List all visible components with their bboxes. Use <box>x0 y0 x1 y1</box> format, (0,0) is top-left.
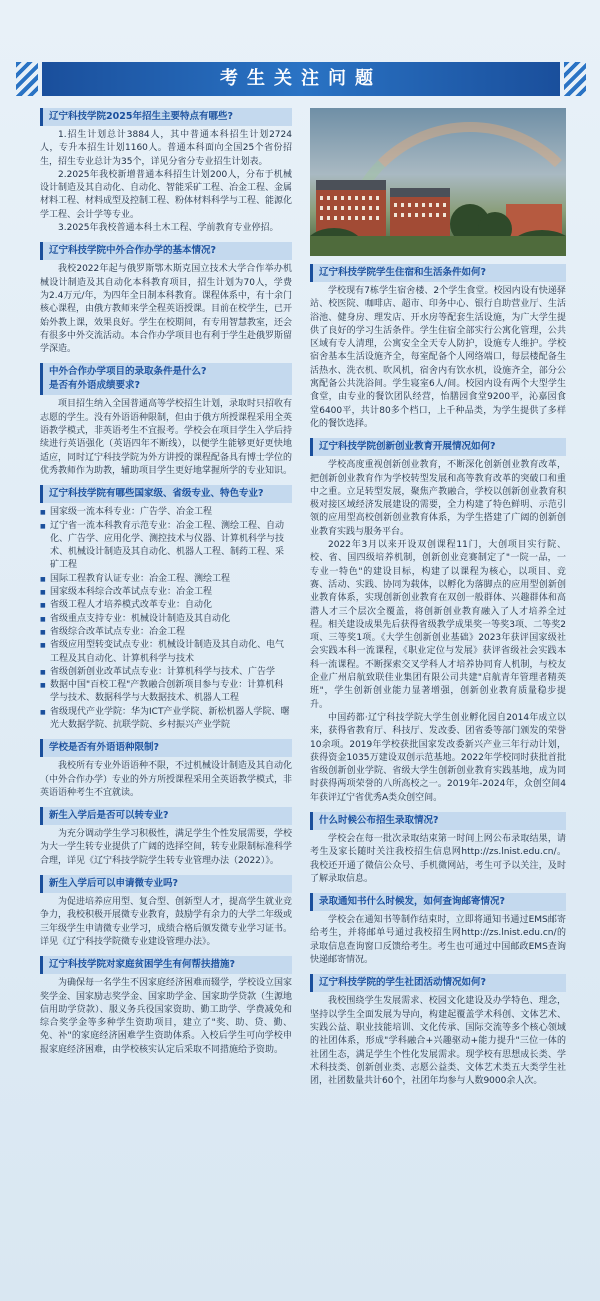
paragraph: 为充分调动学生学习积极性，满足学生个性发展需要，学校为大一学生转专业提供了广阔的选择空间，转专业限制标准科学合理，详见《辽宁科技学院学生转专业管理办法（2022）》。 <box>40 829 293 866</box>
paragraph: 学校高度重视创新创业教育，不断深化创新创业教育改革，把创新创业教育作为学校转型发展和高等教育改革的突破口和重中之重。立足转型发展，聚焦产教融合，学校以创新创业教育积极对接区域经济发展建设的需要，全力构建了特色鲜明、示范引领的应用型高校创新创业教育体系，为学生搭建了广阔的创新创业教育实践与服务平台。 <box>310 460 566 537</box>
paragraph: 我校2022年起与俄罗斯鄂木斯克国立技术大学合作举办机械设计制造及其自动化本科教育项目，招生计划为70人，学费为2.4万元/年，为四年全日制本科教育。课程体系中，有十余门核心课程，由俄方教师来学全程英语授课。目前在校学生，已开始外教上课，效果良好。学生在校期间，有专用智慧教室，还会有很多中外交流活动。本合作办学项目也有利于学生赴俄罗斯留学深造。 <box>40 264 293 355</box>
right-column <box>310 108 566 1095</box>
roof-shape <box>316 180 386 190</box>
section-title: 辽宁科技学院创新创业教育开展情况如何? <box>310 438 566 456</box>
section-title-line: 中外合作办学项目的录取条件是什么? <box>49 366 207 378</box>
section-title: 辽宁科技学院中外合作办学的基本情况? <box>40 242 292 260</box>
window-row <box>394 213 446 217</box>
list-item: ■ 省级综合改革试点专业：冶金工程 <box>40 626 292 639</box>
section-title: 辽宁科技学院2025年招生主要特点有哪些? <box>40 108 292 126</box>
section-financial-aid <box>40 956 292 1057</box>
section-admission-results <box>310 812 566 886</box>
section-foreign-language <box>40 739 292 800</box>
section-title: 辽宁科技学院对家庭贫困学生有何帮扶措施? <box>40 956 292 974</box>
section-title: 录取通知书什么时候发，如何查询邮寄情况? <box>310 893 566 911</box>
roof-shape <box>390 188 450 197</box>
banner-decoration-right <box>564 62 586 96</box>
paragraph: 我校围绕学生发展需求、校园文化建设及办学特色、理念，坚持以学生全面发展为导向，构建起覆盖学术科创、文体艺术、实践公益、职业技能培训、文化传承、国际交流等多个核心领域的社团体系，形成"学科融合+兴趣驱动+能力提升"三位一体的社团生态，满足学生个性化发展需求。现学校有思想成长类、学术科技类、创新创业类、志愿公益类、文体艺术类五大类学生社团，社团数量共计60个，社团年均参与人数9000余人次。 <box>310 996 566 1087</box>
list-item: ■ 省级重点支持专业：机械设计制造及其自动化 <box>40 613 292 626</box>
paragraph: 2022年3月以来开设双创课程11门，大创项目实行院、校、省、国四级培养机制，创新创业竞赛制定了"一院一品，一专业一特色"的建设目标，构建了以课程为核心，以项目、竞赛、活动、实践、协同为载体，以孵化为落脚点的应用型创新创业教育体系，实现创新创业教育在双创一般群体、兴趣群体和高潜人才三个层次全覆盖，将创新创业教育融入了人才培养全过程。相关建设成果先后获得省级教学成果奖一等奖3项、二等奖2项、三等奖1项。《大学生创新创业基础》2023年获评国家级社会实践本科一流课程，《职业定位与发展》获评省级社会实践本科一流课程。不断探索交叉学科人才培养协同育人机制，与校友企业广州启航致联佳业集团有限公司共建"启航青年管理者精英班"，学生创新创业能力显著增强，创新创业教育质量稳步提升。 <box>310 540 566 710</box>
section-admission-letter <box>310 893 566 967</box>
window-row <box>320 196 382 200</box>
list-item: ■ 省级现代产业学院：华为ICT产业学院、新松机器人学院、曙光大数据学院、抗联学院、乡村振兴产业学院 <box>40 706 292 733</box>
window-row <box>320 216 382 220</box>
section-title: 什么时候公布招生录取情况? <box>310 812 566 830</box>
section-title: 学校是否有外语语种限制? <box>40 739 292 757</box>
section-title: 辽宁科技学院的学生社团活动情况如何? <box>310 974 566 992</box>
paragraph: 我校所有专业外语语种不限，不过机械设计制造及其自动化（中外合作办学）专业的外方所授课程采用全英语教学模式，非英语语种考生不宜就读。 <box>40 761 293 798</box>
section-accommodation <box>310 264 566 431</box>
paragraph: 中国药都·辽宁科技学院大学生创业孵化园自2014年成立以来，获得省教育厅、科技厅、发改委、团省委等部门颁发的荣誉10余项。2019年学校获批国家发改委新兴产业三年行动计划，获得资金1035万建设双创示范基地。2022年学校同时获批首批省级创新创业学院、省级大学生创新创业教育实践基地，成为同时获得两项荣誉的八所高校之一。2019年-2024年，众创空间4年获评辽宁省优秀A类众创空间。 <box>310 712 566 803</box>
section-sino-foreign-program <box>40 242 292 356</box>
paragraph: 学校会在通知书等制作结束时，立即将通知书通过EMS邮寄给考生，并将邮单号通过我校招生网http://zs.lnist.edu.cn/的录取信息查询窗口反馈给考生。考生也可通过中国邮政EMS查询快递邮寄情况。 <box>310 915 566 966</box>
section-innovation-entrepreneurship <box>310 438 566 805</box>
section-title: 新生入学后是否可以转专业? <box>40 807 292 825</box>
page-title-banner: 考生关注问题 <box>42 62 560 96</box>
list-item: ■ 国际工程教育认证专业：冶金工程、测绘工程 <box>40 573 292 586</box>
section-program-admission-requirements <box>40 363 292 478</box>
paragraph: 学校会在每一批次录取结束第一时间上网公布录取结果，请考生及家长随时关注我校招生信息网http://zs.lnist.edu.cn/。我校还开通了微信公众号、手机微网站，考生可予以关注，及时了解录取信息。 <box>310 833 566 884</box>
paragraph: 3.2025年我校普通本科土木工程、学前教育专业停招。 <box>58 223 279 234</box>
window-row <box>394 203 446 207</box>
section-title: 新生入学后可以申请微专业吗? <box>40 875 292 893</box>
majors-list <box>40 506 292 732</box>
paragraph: 为确保每一名学生不因家庭经济困难而辍学，学校设立国家奖学金、国家励志奖学金、国家助学金、国家助学贷款（生源地信用助学贷款）、服义务兵役国家资助、勤工助学、学费减免和综合奖学金等多种学生资助项目，建立了"奖、助、贷、勤、免、补"的家庭经济困难学生资助体系。入校后学生可向学校申报家庭经济困难，由学校核实认定后采取不同措施给予资助。 <box>40 978 293 1055</box>
lawn-shape <box>310 236 566 256</box>
window-row <box>320 206 382 210</box>
section-featured-majors <box>40 485 292 732</box>
section-title: 辽宁科技学院学生住宿和生活条件如何? <box>310 264 566 282</box>
section-micro-major <box>40 875 292 949</box>
section-admission-features <box>40 108 292 235</box>
section-title <box>40 363 292 395</box>
list-item: ■ 国家级一流本科专业：广告学、冶金工程 <box>40 506 292 519</box>
list-item: ■ 辽宁省一流本科教育示范专业：冶金工程、测绘工程、自动化、广告学、应用化学、测控技术与仪器、计算机科学与技术、机械设计制造及其自动化、机器人工程、制药工程、采矿工程 <box>40 520 292 573</box>
section-change-major <box>40 807 292 868</box>
paragraph: 为促进培养应用型、复合型、创新型人才，提高学生就业竞争力，我校积极开展微专业教育，鼓励学有余力的大学二年级或三年级学生申请微专业学习，成绩合格后颁发微专业学习证书。详见《辽宁科技学院微专业建设管理办法》。 <box>40 897 293 947</box>
section-title: 辽宁科技学院有哪些国家级、省级专业、特色专业? <box>40 485 292 503</box>
list-item: ■ 省级应用型转变试点专业：机械设计制造及其自动化、电气工程及其自动化、计算机科学与技术 <box>40 639 292 666</box>
list-item: ■ 省级工程人才培养模式改革专业：自动化 <box>40 599 292 612</box>
list-item: ■ 国家级本科综合改革试点专业：冶金工程 <box>40 586 292 599</box>
section-title-line: 是否有外语成绩要求? <box>49 380 141 392</box>
section-student-clubs <box>310 974 566 1088</box>
campus-photo <box>310 108 566 256</box>
left-column <box>40 108 292 1064</box>
banner-decoration-left <box>16 62 38 96</box>
paragraph: 项目招生纳入全国普通高等学校招生计划，录取时只招收有志愿的学生。没有外语语种限制，但由于俄方所授课程采用全英语教学模式，非英语考生不宜报考。学校会在项目学生入学后持续进行英语强化（英语四年不断线），以便学生能够更好更快地适应，同时辽宁科技学院为外方讲授的课程配备具有博士学位的优秀教师作为助教，辅助项目学生更好地掌握所学的专业知识。 <box>40 399 293 476</box>
list-item: ■ 省级创新创业改革试点专业：计算机科学与技术、广告学 <box>40 666 292 679</box>
paragraph: 2.2025年我校新增普通本科招生计划200人，分布于机械设计制造及其自动化、自动化、智能采矿工程、冶金工程、金属材料工程、材料成型及控制工程、粉体材料科学与工程、能源化学工程、会计学等专业。 <box>40 169 293 220</box>
list-item: ■ 数据中国"百校工程"产教融合创新项目参与专业：计算机科学与技术、数据科学与大数据技术、机器人工程 <box>40 679 292 706</box>
paragraph: 学校现有7栋学生宿舍楼、2个学生食堂。校园内设有快递驿站、校医院、咖啡店、超市、印务中心、银行自助营业厅、生活浴池、健身房、理发店、开水房等配套生活设施，为广大学生提供了良好的学习生活条件。学生住宿全部实行公寓化管理，公共区域有专人清理，公寓安全全天专人防护，设施专人维护。学校宿舍基本生活设施齐全，每室配备个人网络端口，每层楼配备生活热水、洗衣机、吹风机，宿舍内有饮水机，设施齐全，部分公寓配备公共洗浴间。学生寝室6人/间。校园内设有两个大型学生食堂，由专业的餐饮团队经营，怡膳园食堂9200平，沁嘉园食堂6400平，共计80多个档口，上千种品类，为学生提供了多样化的餐饮选择。 <box>310 286 566 429</box>
paragraph: 1.招生计划总计3884人，其中普通本科招生计划2724人，专升本招生计划1160人。普通本科面向全国25个省份招生，招生专业总计为35个，详见分省分专业招生计划表。 <box>40 130 292 167</box>
